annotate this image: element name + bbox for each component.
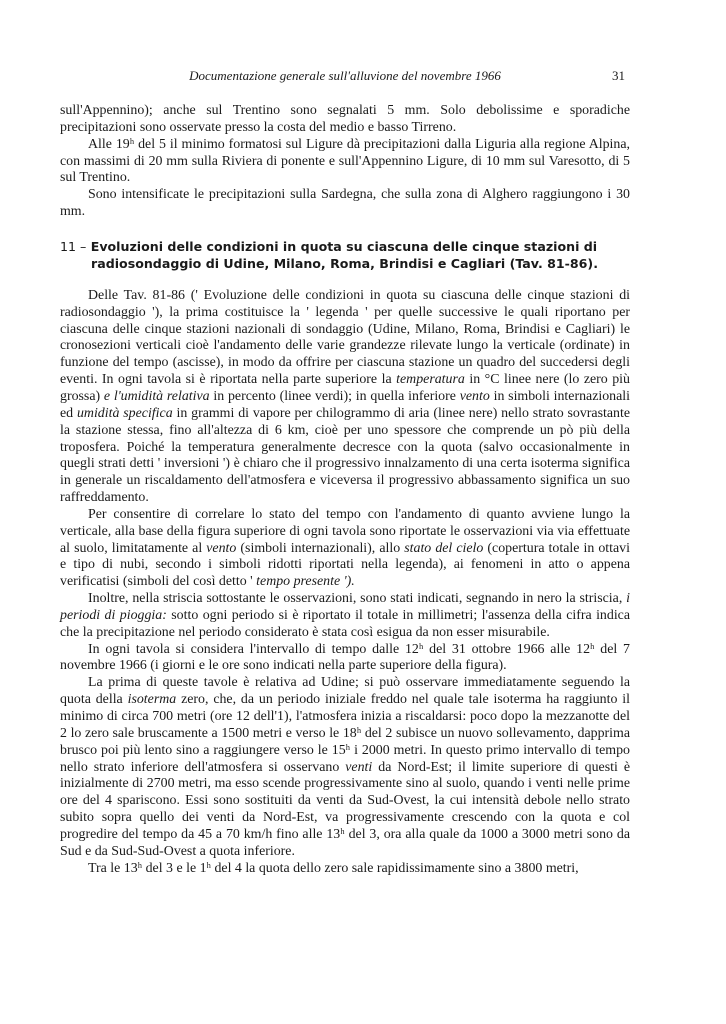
section-heading — [60, 238, 630, 272]
paragraph-intervallo: In ogni tavola si considera l'intervallo di tempo dalle 12ʰ del 31 ottobre 1966 alle 12ʰ del 7 novembre 1966 (i giorni e le ore sono indicati nella parte superiore della figura). — [60, 641, 630, 674]
text-run: in percento (linee verdi); in quella inferiore — [209, 388, 460, 404]
text-run: La prima di queste tavole è relativa ad Udine; si può osservare immediatamente seguendo la quota della — [60, 675, 630, 708]
text-run: in °C linee nere (lo zero più grossa) — [60, 372, 630, 404]
paragraph-tra-le-13h: Tra le 13ʰ del 3 e le 1ʰ del 4 la quota dello zero sale rapidissimamente sino a 3800 metri, — [88, 860, 579, 876]
paragraph-tavole-intro — [60, 288, 630, 507]
paragraph-udine — [60, 675, 630, 860]
emphasis-temperatura: temperatura — [396, 372, 465, 388]
paragraph-continuation: sull'Appennino); anche sul Trentino sono segnalati 5 mm. Solo debolissime e sporadiche precipitazioni sono osservate presso la costa del medio e basso Tirreno. — [60, 103, 630, 135]
paragraph-periodi-pioggia — [60, 591, 630, 642]
section-number: 11 – — [60, 238, 87, 254]
emphasis-venti: venti — [345, 759, 373, 775]
text-run: (simboli internazionali), allo — [236, 540, 405, 556]
page-number: 31 — [612, 68, 625, 83]
emphasis-vento: vento — [206, 540, 237, 556]
text-run: in grammi di vapore per chilogrammo di aria (linee nere) nello strato sovrastante la stazione stessa, fino all'altezza di 6 km, cioè per uno spessore che comprende un pò più della troposfera. Poiché la temperatura generalmente decresce con la quota (salvo occasionalmente in quegli strati detti ' inversioni ') è chiaro che il progressivo innalzamento di una certa isoterma significa in generale un riscaldamento dell'atmosfera e viceversa il progressivo abbassamento significa un suo raffreddamento. — [60, 405, 630, 506]
paragraph-osservazioni — [60, 507, 630, 591]
text-run: (copertura totale in ottavi e tipo di nubi, secondo i simboli ridotti riportati nella legenda), ai fenomeni in atto o appena verificatisi (simboli del così detto ' — [60, 540, 630, 590]
emphasis-tempo-presente: tempo presente '). — [256, 574, 355, 590]
emphasis-periodi-pioggia: i periodi di pioggia: — [60, 591, 630, 623]
text-run: Inoltre, nella striscia sottostante le osservazioni, sono stati indicati, segnando in nero la striscia, — [88, 591, 627, 607]
paragraph-alle-19h: Alle 19ʰ del 5 il minimo formatosi sul Ligure dà precipitazioni dalla Liguria alla regione Alpina, con massimi di 20 mm sulla Riviera di ponente e sull'Appennino Ligure, di 10 mm sul Varesotto, di 5 sul Trentino. — [60, 136, 630, 186]
text-run: zero, che, da un periodo iniziale freddo nel quale tale isoterma ha raggiunto il minimo di circa 700 metri (ore 12 dell'1), l'atmosfera inizia a riscaldarsi: poco dopo la mezzanotte del 2 lo zero sale bruscamente a 1500 metri e verso le 18ʰ del 2 subisce un nuovo sollevamento, dapprima brusco poi più lento sino a raggiungere verso le 15ʰ i 2000 metri. In questo primo intervallo di tempo nello strato inferiore dell'atmosfera si osservano — [60, 692, 630, 775]
emphasis-stato-del-cielo: stato del cielo — [404, 540, 484, 556]
emphasis-umidita-specifica: umidità specifica — [76, 405, 173, 421]
running-header: Documentazione generale sull'alluvione del novembre 1966 — [189, 68, 501, 83]
emphasis-vento: vento — [459, 388, 490, 404]
body-text — [60, 103, 630, 877]
text-run: in simboli internazionali ed — [60, 388, 630, 421]
emphasis-umidita-relativa: e l'umidità relativa — [103, 388, 210, 404]
emphasis-isoterma: isoterma — [127, 692, 177, 708]
paragraph-sardegna: Sono intensificate le precipitazioni sulla Sardegna, che sulla zona di Alghero raggiungono i 30 mm. — [60, 187, 630, 220]
text-run: da Nord-Est; il limite superiore di questi è inizialmente di 2700 metri, ma esso scende progressivamente sino al suolo, quando i venti nelle prime ore del 4 spariscono. Essi sono sostituiti da venti da Sud-Ovest, la cui intensità debole nello strato subito sopra quello dei venti da Nord-Est, va progressivamente crescendo con la quota e col progredire del tempo da 45 a 70 km/h fino alle 13ʰ del 3, ora alla quale da 1000 a 3000 metri sono da Sud e da Sud-Sud-Ovest a quota inferiore. — [60, 759, 630, 859]
section-title: Evoluzioni delle condizioni in quota su ciascuna delle cinque stazioni di radiosondaggio di Udine, Milano, Roma, Brindisi e Cagliari (Tav. 81-86). — [90, 238, 598, 271]
text-run: Delle Tav. 81-86 (' Evoluzione delle condizioni in quota su ciascuna delle cinque stazioni di radiosondaggio '), la prima costituisce la ' legenda ' per quelle successive le quali riportano per ciascuna delle cinque stazioni nazionali di sondaggio (Udine, Milano, Roma, Brindisi e Cagliari) le cronosezioni verticali cioè l'andamento delle varie grandezze rilevate lungo la verticale (ordinate) in funzione del tempo (ascisse), in modo da offrire per ciascuna stazione un quadro del succedersi degli eventi. In ogni tavola si è riportata nella parte superiore la — [60, 287, 630, 388]
text-run: sotto ogni periodo si è riportato il totale in millimetri; l'assenza della cifra indica che la precipitazione nel periodo considerato è stata così esigua da non esser misurabile. — [60, 607, 631, 640]
text-run: Per consentire di correlare lo stato del tempo con l'andamento di quanto avviene lungo la verticale, alla base della figura superiore di ogni tavola sono riportate le osservazioni via via effettuate al suolo, limitatamente al — [60, 506, 630, 556]
